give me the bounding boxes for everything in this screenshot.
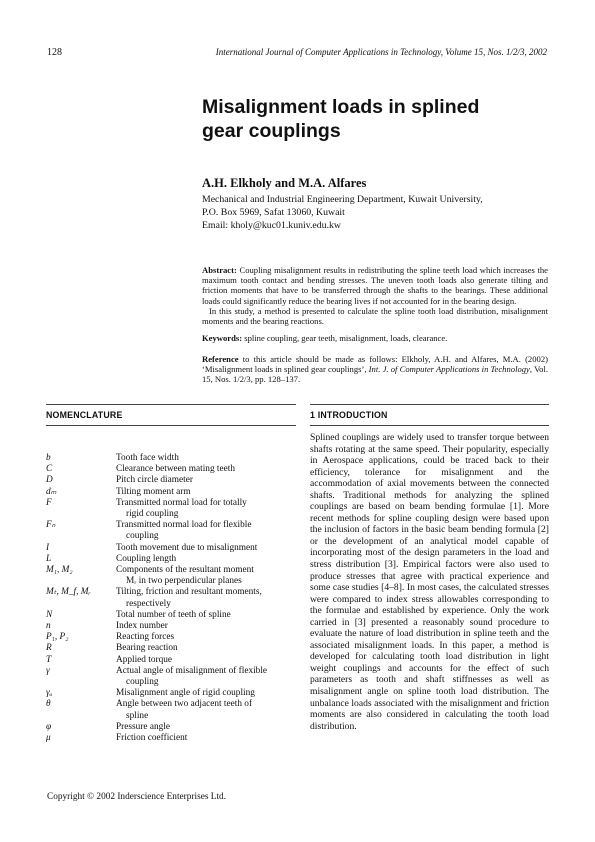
title-line-1: Misalignment loads in splined xyxy=(202,96,480,118)
definition-text: Actual angle of misalignment of flexible xyxy=(116,665,268,676)
nomenclature-bottom-rule xyxy=(46,425,296,426)
nomenclature-row xyxy=(46,643,296,654)
keywords xyxy=(202,333,548,343)
nomenclature-definition xyxy=(116,733,296,744)
definition-text: Applied torque xyxy=(116,654,173,665)
abstract-paragraph-1: Coupling misalignment results in redistributing the spline teeth load which increases the maximum tooth contact and bending stresses. The uneven tooth loads also generate tilting and friction moments that have to be transferred through the shafts to the bearings. These additional loads could significantly reduce the bearing lives if not accounted for in the bearing design. xyxy=(202,265,548,306)
nomenclature-row xyxy=(46,520,296,542)
nomenclature-heading: NOMENCLATURE xyxy=(46,410,123,420)
reference-end: , Vol. 15, Nos. 1/2/3, pp. 128–137. xyxy=(202,364,548,385)
article-title xyxy=(202,95,562,143)
nomenclature-symbol: T xyxy=(46,654,52,665)
definition-continuation: Mᵣ in two perpendicular planes xyxy=(126,576,242,587)
reference-journal: Int. J. of Computer Applications in Technology xyxy=(368,364,530,375)
nomenclature-definition xyxy=(116,722,296,733)
nomenclature-definition xyxy=(116,565,296,587)
nomenclature-definition xyxy=(116,632,296,643)
definition-continuation: respectively xyxy=(126,598,171,609)
email: Email: kholy@kuc01.kuniv.edu.kw xyxy=(202,219,341,231)
copyright: Copyright © 2002 Inderscience Enterprises Ltd. xyxy=(47,792,227,802)
nomenclature-symbol: I xyxy=(46,542,50,553)
abstract-label: Abstract: xyxy=(202,265,237,275)
definition-text: Tooth movement due to misalignment xyxy=(116,542,258,553)
nomenclature-symbol: dₘ xyxy=(46,486,57,497)
nomenclature-symbol: φ xyxy=(46,721,52,732)
definition-text: Tilting, friction and resultant moments, xyxy=(116,587,262,598)
intro-top-rule xyxy=(310,404,549,405)
nomenclature-row xyxy=(46,699,296,721)
definition-text: Clearance between mating teeth xyxy=(116,464,235,475)
nomenclature-row xyxy=(46,554,296,565)
nomenclature-definition xyxy=(116,475,296,486)
introduction-heading: 1 INTRODUCTION xyxy=(310,410,388,420)
nomenclature-row xyxy=(46,610,296,621)
nomenclature-definition xyxy=(116,487,296,498)
nomenclature-definition xyxy=(116,453,296,464)
nomenclature-definition xyxy=(116,464,296,475)
affiliation-line: P.O. Box 5969, Safat 13060, Kuwait xyxy=(202,206,345,218)
definition-continuation: coupling xyxy=(126,531,159,542)
nomenclature-symbol: γ xyxy=(46,665,50,676)
nomenclature-top-rule xyxy=(46,404,296,405)
nomenclature-symbol: N xyxy=(46,609,53,620)
nomenclature-symbol: θ xyxy=(46,699,51,710)
definition-text: Transmitted normal load for flexible xyxy=(116,520,252,531)
nomenclature-definition xyxy=(116,498,296,520)
definition-text: Coupling length xyxy=(116,553,177,564)
definition-text: Bearing reaction xyxy=(116,643,178,654)
nomenclature-row xyxy=(46,487,296,498)
nomenclature-list xyxy=(46,453,296,744)
nomenclature-definition xyxy=(116,643,296,654)
definition-continuation: spline xyxy=(126,710,149,721)
nomenclature-row xyxy=(46,655,296,666)
definition-text: Pressure angle xyxy=(116,721,170,732)
nomenclature-definition xyxy=(116,520,296,542)
nomenclature-definition xyxy=(116,655,296,666)
citation-reference xyxy=(202,354,548,385)
nomenclature-row xyxy=(46,475,296,486)
nomenclature-symbol: C xyxy=(46,464,53,475)
definition-text: Reacting forces xyxy=(116,632,175,643)
page-number: 128 xyxy=(47,47,62,58)
definition-text: Angle between two adjacent teeth of xyxy=(116,699,253,710)
nomenclature-symbol: L xyxy=(46,553,52,564)
nomenclature-row xyxy=(46,632,296,643)
nomenclature-definition xyxy=(116,554,296,565)
affiliation xyxy=(202,194,483,232)
nomenclature-definition xyxy=(116,587,296,609)
nomenclature-symbol: D xyxy=(46,475,53,486)
nomenclature-symbol: γₒ xyxy=(46,688,53,699)
nomenclature-definition xyxy=(116,699,296,721)
nomenclature-row xyxy=(46,464,296,475)
definition-text: Index number xyxy=(116,621,168,632)
definition-text: Transmitted normal load for totally xyxy=(116,497,247,508)
nomenclature-symbol: Fₙ xyxy=(46,520,56,531)
nomenclature-symbol: Mₜ, M_f, Mᵣ xyxy=(46,587,91,598)
nomenclature-row xyxy=(46,666,296,688)
nomenclature-row xyxy=(46,733,296,744)
definition-text: Pitch circle diameter xyxy=(116,475,193,486)
nomenclature-symbol: F xyxy=(46,497,52,508)
nomenclature-row xyxy=(46,565,296,587)
abstract-paragraph-2: In this study, a method is presented to calculate the spline tooth load distribution, misalignment moments and the bearing reactions. xyxy=(202,305,548,327)
definition-continuation: coupling xyxy=(126,677,159,688)
nomenclature-row xyxy=(46,543,296,554)
nomenclature-definition xyxy=(116,610,296,621)
nomenclature-row xyxy=(46,621,296,632)
nomenclature-row xyxy=(46,722,296,733)
keywords-text: spline coupling, gear teeth, misalignment, loads, clearance. xyxy=(242,333,448,343)
definition-text: Tilting moment arm xyxy=(116,486,191,497)
affiliation-line: Mechanical and Industrial Engineering Department, Kuwait University, xyxy=(202,194,483,205)
definition-text: Components of the resultant moment xyxy=(116,565,254,576)
nomenclature-row xyxy=(46,498,296,520)
introduction-body: Splined couplings are widely used to transfer torque between shafts rotating at the same speed. Their popularity, especially in Aerospace applications, could be traced back to their efficiency, tolerance for misalignment and the accommodation of axial movements between the connected shafts. Traditional methods for analyzing the splined couplings are based on beam bending formulae [1]. More recent methods for spline coupling design were based upon the inclusion of factors in the basic beam bending formula [2] or the development of an analytical model capable of incorporating most of the design parameters in the load and stress distribution [3]. Empirical factors were also used to produce stresses that agree with practical experience and some case studies [4–8]. In most cases, the calculated stresses were compared to index stress allowables corresponding to the formulae and established by experience. Only the work carried in [3] presented a reasonably sound procedure to evaluate the nature of load distribution in spline teeth and the associated misalignment loads. In this paper, a method is developed for calculating tooth load distribution in light weight couplings and accounts for the effect of such parameters as tooth and shaft stiffnesses as well as misalignment angle on spline tooth load distribution. The unbalance loads associated with the misalignment and friction moments are also considered in calculating the tooth load distribution. xyxy=(310,432,549,732)
nomenclature-symbol: μ xyxy=(46,733,51,744)
definition-text: Misalignment angle of rigid coupling xyxy=(116,688,255,699)
nomenclature-definition xyxy=(116,688,296,699)
nomenclature-symbol: n xyxy=(46,621,51,632)
title-line-2: gear couplings xyxy=(202,120,341,142)
nomenclature-row xyxy=(46,688,296,699)
nomenclature-symbol: b xyxy=(46,453,51,463)
nomenclature-row xyxy=(46,587,296,609)
reference-label: Reference xyxy=(202,354,239,364)
intro-bottom-rule xyxy=(310,425,549,426)
reference-text: to this article should be made as follows: Elkholy, A.H. and Alfares, M.A. (2002) ‘Misalignment loads in splined gear couplings’, xyxy=(202,354,548,375)
nomenclature-symbol: R xyxy=(46,643,52,654)
authors: A.H. Elkholy and M.A. Alfares xyxy=(202,176,367,190)
journal-header: International Journal of Computer Applications in Technology, Volume 15, Nos. 1/2/3, 2002 xyxy=(215,47,547,57)
definition-text: Total number of teeth of spline xyxy=(116,609,231,620)
definition-text: Tooth face width xyxy=(116,453,179,463)
abstract xyxy=(202,265,548,326)
nomenclature-symbol: P₁, P₂ xyxy=(46,632,69,643)
nomenclature-definition xyxy=(116,621,296,632)
definition-text: Friction coefficient xyxy=(116,733,188,744)
nomenclature-definition xyxy=(116,543,296,554)
nomenclature-symbol: M₁, M₂ xyxy=(46,565,73,576)
definition-continuation: rigid coupling xyxy=(126,509,179,520)
nomenclature-definition xyxy=(116,666,296,688)
nomenclature-row xyxy=(46,453,296,464)
keywords-label: Keywords: xyxy=(202,333,243,343)
